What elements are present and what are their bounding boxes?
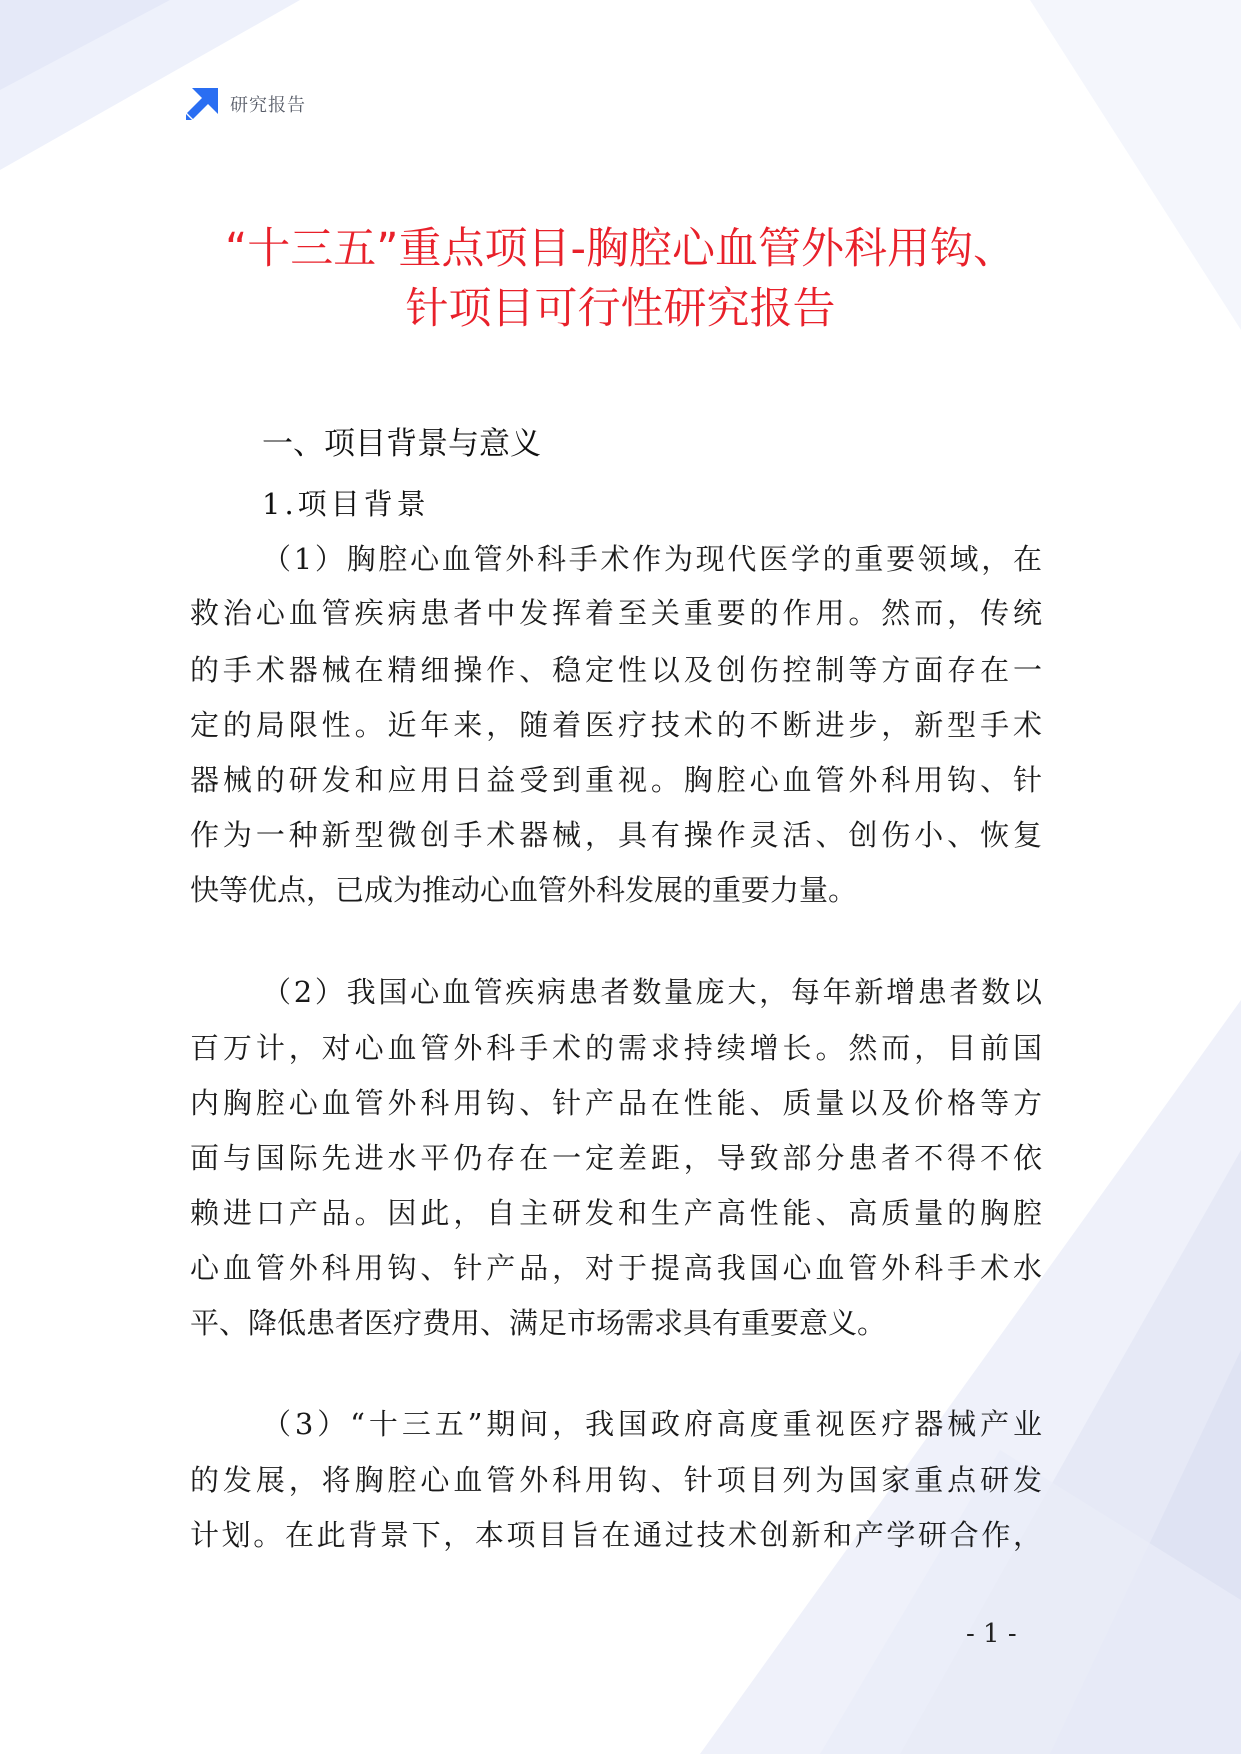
paragraph-2-line: 赖进口产品。因此，自主研发和生产高性能、高质量的胸腔: [190, 1196, 1042, 1230]
paragraph-3-line: 的发展，将胸腔心血管外科用钩、针项目列为国家重点研发: [190, 1463, 1042, 1497]
subsection-heading: 1.项目背景: [262, 487, 430, 521]
paragraph-2-line: 百万计，对心血管外科手术的需求持续增长。然而，目前国: [190, 1031, 1042, 1065]
paragraph-1-line: 快等优点，已成为推动心血管外科发展的重要力量。: [190, 873, 858, 907]
document-title-line-1: “十三五”重点项目-胸腔心血管外科用钩、: [224, 224, 1017, 274]
paragraph-2-line: 平、降低患者医疗费用、满足市场需求具有重要意义。: [190, 1306, 887, 1340]
header-label: 研究报告: [230, 95, 306, 116]
paragraph-2-line: 内胸腔心血管外科用钩、针产品在性能、质量以及价格等方: [190, 1086, 1042, 1120]
paragraph-1-line: （1）胸腔心血管外科手术作为现代医学的重要领域，在: [262, 542, 1042, 576]
paragraph-1-line: 定的局限性。近年来，随着医疗技术的不断进步，新型手术: [190, 708, 1042, 742]
paragraph-1-line: 作为一种新型微创手术器械，具有操作灵活、创伤小、恢复: [190, 818, 1042, 852]
paragraph-1-line: 的手术器械在精细操作、稳定性以及创伤控制等方面存在一: [190, 653, 1042, 687]
section-heading: 一、项目背景与意义: [262, 426, 541, 462]
diagonal-arrow-logo-icon: [186, 88, 218, 120]
paragraph-1-line: 器械的研发和应用日益受到重视。胸腔心血管外科用钩、针: [190, 763, 1042, 797]
paragraph-3-line: 计划。在此背景下，本项目旨在通过技术创新和产学研合作，: [190, 1518, 1042, 1552]
paragraph-2-line: 面与国际先进水平仍存在一定差距，导致部分患者不得不依: [190, 1141, 1042, 1175]
page-number: - 1 -: [966, 1619, 1017, 1649]
paragraph-2-line: 心血管外科用钩、针产品，对于提高我国心血管外科手术水: [190, 1251, 1042, 1285]
document-title-line-2: 针项目可行性研究报告: [405, 284, 836, 334]
paragraph-1-line: 救治心血管疾病患者中发挥着至关重要的作用。然而，传统: [190, 596, 1042, 630]
report-header: [186, 86, 306, 122]
paragraph-3-line: （3）“十三五”期间，我国政府高度重视医疗器械产业: [262, 1407, 1042, 1441]
paragraph-2-line: （2）我国心血管疾病患者数量庞大，每年新增患者数以: [262, 975, 1042, 1009]
